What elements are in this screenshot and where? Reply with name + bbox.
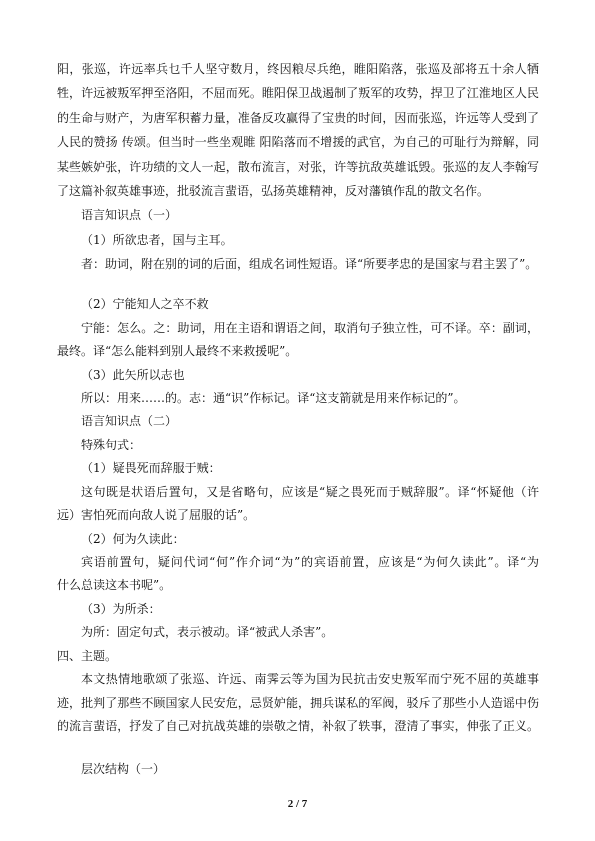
background-line: 的生命与财产，为唐军积蓄力量，准备反攻赢得了宝贵的时间，因而张巡，许远等人受到了 (57, 110, 539, 125)
background-line: 牲，许远被叛军押至洛阳，不屈而死。睢阳保卫战遏制了叛军的攻势，捍卫了江淮地区人民 (57, 86, 539, 101)
example-sentence: （1）所欲忠者，国与主耳。 (81, 232, 233, 247)
explanation-line: 什么总读这本书呢”。 (57, 578, 172, 593)
document-body (57, 57, 539, 781)
theme-line: 迹，批判了那些不顾国家人民安危，忌贤妒能，拥兵谋私的军阀，驳斥了那些小人造谣中伤 (57, 695, 539, 710)
explanation-line: 所以：用来……的。志：通“识”作标记。译“这支箭就是用来作标记的”。 (81, 390, 466, 405)
background-line: 人民的赞扬 传颂。但当时一些坐观睢 阳陷落而不增援的武官，为自己的可耻行为辩解，同 (57, 135, 539, 150)
page-number: 2 / 7 (287, 798, 308, 810)
explanation-line: 这句既是状语后置句，又是省略句，应该是“疑之畏死而于贼辞服”。译“怀疑他（许 (81, 484, 539, 499)
explanation-line: 为所：固定句式，表示被动。译“被武人杀害”。 (81, 625, 334, 640)
example-sentence: （3）此矢所以志也 (81, 367, 185, 382)
section-heading-language-points-1: 语言知识点（一） (81, 208, 178, 223)
theme-line: 本文热情地歌颂了张巡、许远、南霁云等为国为民抗击安史叛军而宁死不屈的英雄事 (81, 672, 539, 687)
example-sentence: （2）宁能知人之卒不救 (81, 297, 209, 312)
background-line: 阳，张巡，许远率兵乜千人坚守数月，终因粮尽兵绝，睢阳陷落，张巡及部将五十余人牺 (57, 62, 539, 76)
section-heading-theme: 四、主题。 (57, 648, 118, 663)
explanation-line: 宾语前置句，疑问代词“何”作介词“为”的宾语前置，应该是“为何久读此”。译“为 (81, 555, 539, 570)
explanation-line: 远）害怕死而向敌人说了屈服的话”。 (57, 508, 256, 523)
background-line: 了这篇补叙英雄事迹，批驳流言蜚语，弘扬英雄精神，反对藩镇作乱的散文名作。 (57, 183, 490, 198)
explanation-line: 者：助词，附在别的词的后面，组成名词性短语。译“所要孝忠的是国家与君主罢了”。 (81, 257, 538, 272)
example-sentence: （2）何为久读此： (81, 531, 185, 546)
section-heading-language-points-2: 语言知识点（二） (81, 414, 178, 429)
example-sentence: （3）为所杀： (81, 601, 161, 616)
section-heading-structure: 层次结构（一） (81, 761, 166, 776)
example-sentence: （1）疑畏死而辞服于贼： (81, 461, 221, 476)
explanation-line: 最终。译“怎么能料到别人最终不来救援呢”。 (57, 344, 298, 359)
background-line: 某些嫉妒张，许功绩的文人一起，散布流言，对张，许等抗敌英雄诋毁。张巡的友人李翰写 (57, 159, 539, 174)
subheading-special-sentences: 特殊句式： (81, 437, 142, 452)
explanation-line: 宁能：怎么。之：助词，用在主语和谓语之间，取消句子独立性，可不译。卒：副词， (81, 320, 539, 335)
theme-line: 的流言蜚语，抒发了自己对抗战英雄的崇敬之情，补叙了轶事，澄清了事实，伸张了正义。 (57, 719, 539, 734)
